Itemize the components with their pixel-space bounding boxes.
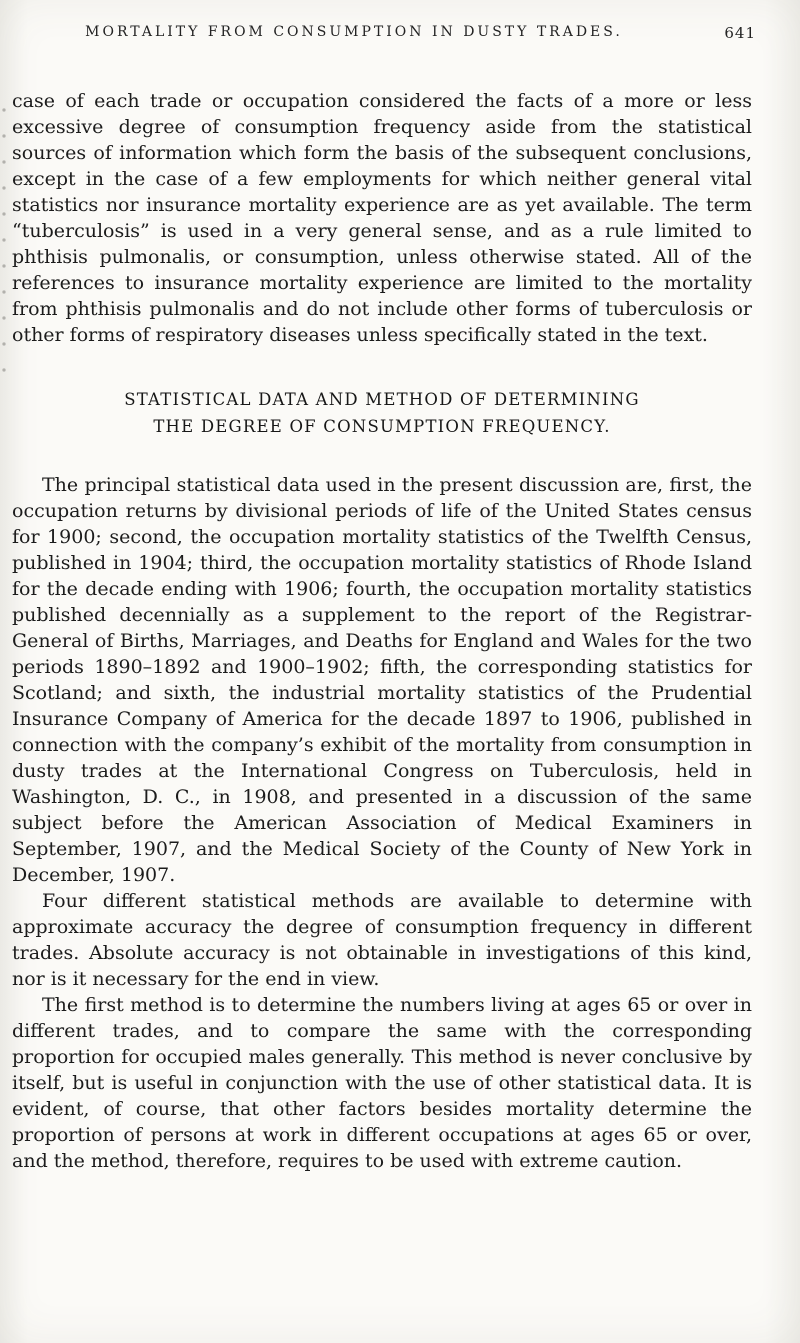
page-header bbox=[12, 24, 756, 44]
page-number: 641 bbox=[724, 24, 756, 42]
paragraph-statistical-data: The principal statistical data used in the present discussion are, first, the occupation returns by divisional periods of life of the United States census for 1900; second, the occupation mortality statistics of the Twelfth Census, published in 1904; third, the occupation mortality statistics of Rhode Island for the decade ending with 1906; fourth, the occupation mortality statistics published decennially as a supplement to the report of the Registrar-General of Births, Marriages, and Deaths for England and Wales for the two periods 1890–1892 and 1900–1902; fifth, the corresponding statistics for Scotland; and sixth, the industrial mortality statistics of the Prudential Insurance Company of America for the decade 1897 to 1906, published in connection with the company’s exhibit of the mortality from consumption in dusty trades at the International Congress on Tuberculosis, held in Washington, D. C., in 1908, and presented in a discussion of the same subject before the American Association of Medical Examiners in September, 1907, and the Medical Society of the County of New York in December, 1907. bbox=[12, 474, 752, 886]
page-body bbox=[12, 88, 752, 1174]
running-title: MORTALITY FROM CONSUMPTION IN DUSTY TRADES. bbox=[85, 24, 623, 40]
section-heading-line-2: THE DEGREE OF CONSUMPTION FREQUENCY. bbox=[153, 417, 611, 436]
paragraph-four-methods: Four different statistical methods are available to determine with approximate accuracy the degree of consumption frequency in different trades. Absolute accuracy is not obtainable in investigations of this kind, nor is it necessary for the end in view. bbox=[12, 890, 752, 990]
paragraph-first-method: The first method is to determine the numbers living at ages 65 or over in different trades, and to compare the same with the corresponding proportion for occupied males generally. This method is never conclusive by itself, but is useful in conjunction with the use of other statistical data. It is evident, of course, that other factors besides mortality determine the proportion of persons at work in different occupations at ages 65 or over, and the method, therefore, requires to be used with extreme caution. bbox=[12, 994, 752, 1172]
paragraph-continuation: case of each trade or occupation considered the facts of a more or less excessive degree of consumption frequency aside from the statistical sources of information which form the basis of the subsequent conclusions, except in the case of a few employments for which neither general vital statistics nor insurance mortality experience are as yet available. The term “tuberculosis” is used in a very general sense, and as a rule limited to phthisis pulmonalis, or consumption, unless otherwise stated. All of the references to insurance mortality experience are limited to the mortality from phthisis pulmonalis and do not include other forms of tuberculosis or other forms of respiratory diseases unless specifically stated in the text. bbox=[12, 90, 752, 346]
section-heading-line-1: STATISTICAL DATA AND METHOD OF DETERMINING bbox=[124, 390, 640, 409]
section-heading bbox=[12, 386, 752, 440]
scan-artifact-marks bbox=[1, 96, 8, 386]
